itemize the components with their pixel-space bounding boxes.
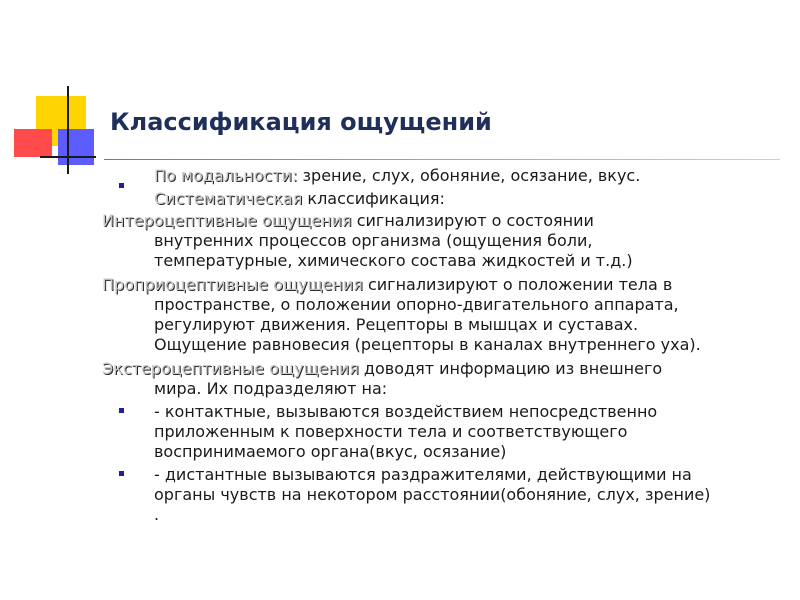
proprioceptive-line-2: пространстве, о положении опорно-двигательного аппарата,	[154, 295, 679, 314]
logo-vertical-line	[67, 86, 69, 174]
contact-line-3: воспринимаемого органа(вкус, осязание)	[154, 442, 507, 461]
exteroceptive-text-1: доводят информацию из внешнего	[358, 359, 663, 378]
square-bullet-icon	[119, 471, 124, 476]
proprioceptive-text-1: сигнализируют о положении тела в	[362, 275, 673, 294]
title-underline	[104, 159, 780, 160]
distant-line-3: .	[154, 505, 160, 524]
square-bullet-icon	[119, 408, 124, 413]
modality-text: зрение, слух, обоняние, осязание, вкус.	[297, 166, 641, 185]
contact-line-1: - контактные, вызываются воздействием непосредственно	[154, 402, 658, 421]
logo-red-square	[14, 129, 52, 157]
exteroceptive-heading: Экстероцептивные ощущения	[102, 359, 359, 378]
contact-line-2: приложенным к поверхности тела и соответствующего	[154, 422, 628, 441]
square-bullet-icon	[119, 183, 124, 188]
interoceptive-line-1	[102, 211, 594, 231]
proprioceptive-heading: Проприоцептивные ощущения	[102, 275, 363, 294]
proprioceptive-line-3: регулируют движения. Рецепторы в мышцах и суставах.	[154, 315, 639, 334]
interoceptive-line-3: температурные, химического состава жидкостей и т.д.)	[154, 251, 633, 270]
logo-horizontal-line	[40, 156, 96, 158]
interoceptive-heading: Интероцептивные ощущения	[102, 211, 352, 230]
distant-line-1: - дистантные вызываются раздражителями, действующими на	[154, 465, 692, 484]
proprioceptive-line-4: Ощущение равновесия (рецепторы в каналах внутреннего уха).	[154, 335, 701, 354]
systematic-heading: Систематическая	[154, 189, 303, 208]
interoceptive-line-2: внутренних процессов организма (ощущения боли,	[154, 231, 593, 250]
exteroceptive-line-1	[102, 359, 662, 379]
distant-line-2: органы чувств на некотором расстоянии(обоняние, слух, зрение)	[154, 485, 711, 504]
logo-blue-square	[58, 129, 94, 165]
bullet-systematic	[154, 189, 445, 209]
interoceptive-text-1: сигнализируют о состоянии	[351, 211, 594, 230]
bullet-modality	[154, 166, 640, 186]
modality-heading: По модальности:	[154, 166, 298, 185]
systematic-text: классификация:	[302, 189, 445, 208]
slide-title: Классификация ощущений	[110, 108, 492, 136]
exteroceptive-line-2: мира. Их подразделяют на:	[154, 379, 388, 398]
proprioceptive-line-1	[102, 275, 672, 295]
